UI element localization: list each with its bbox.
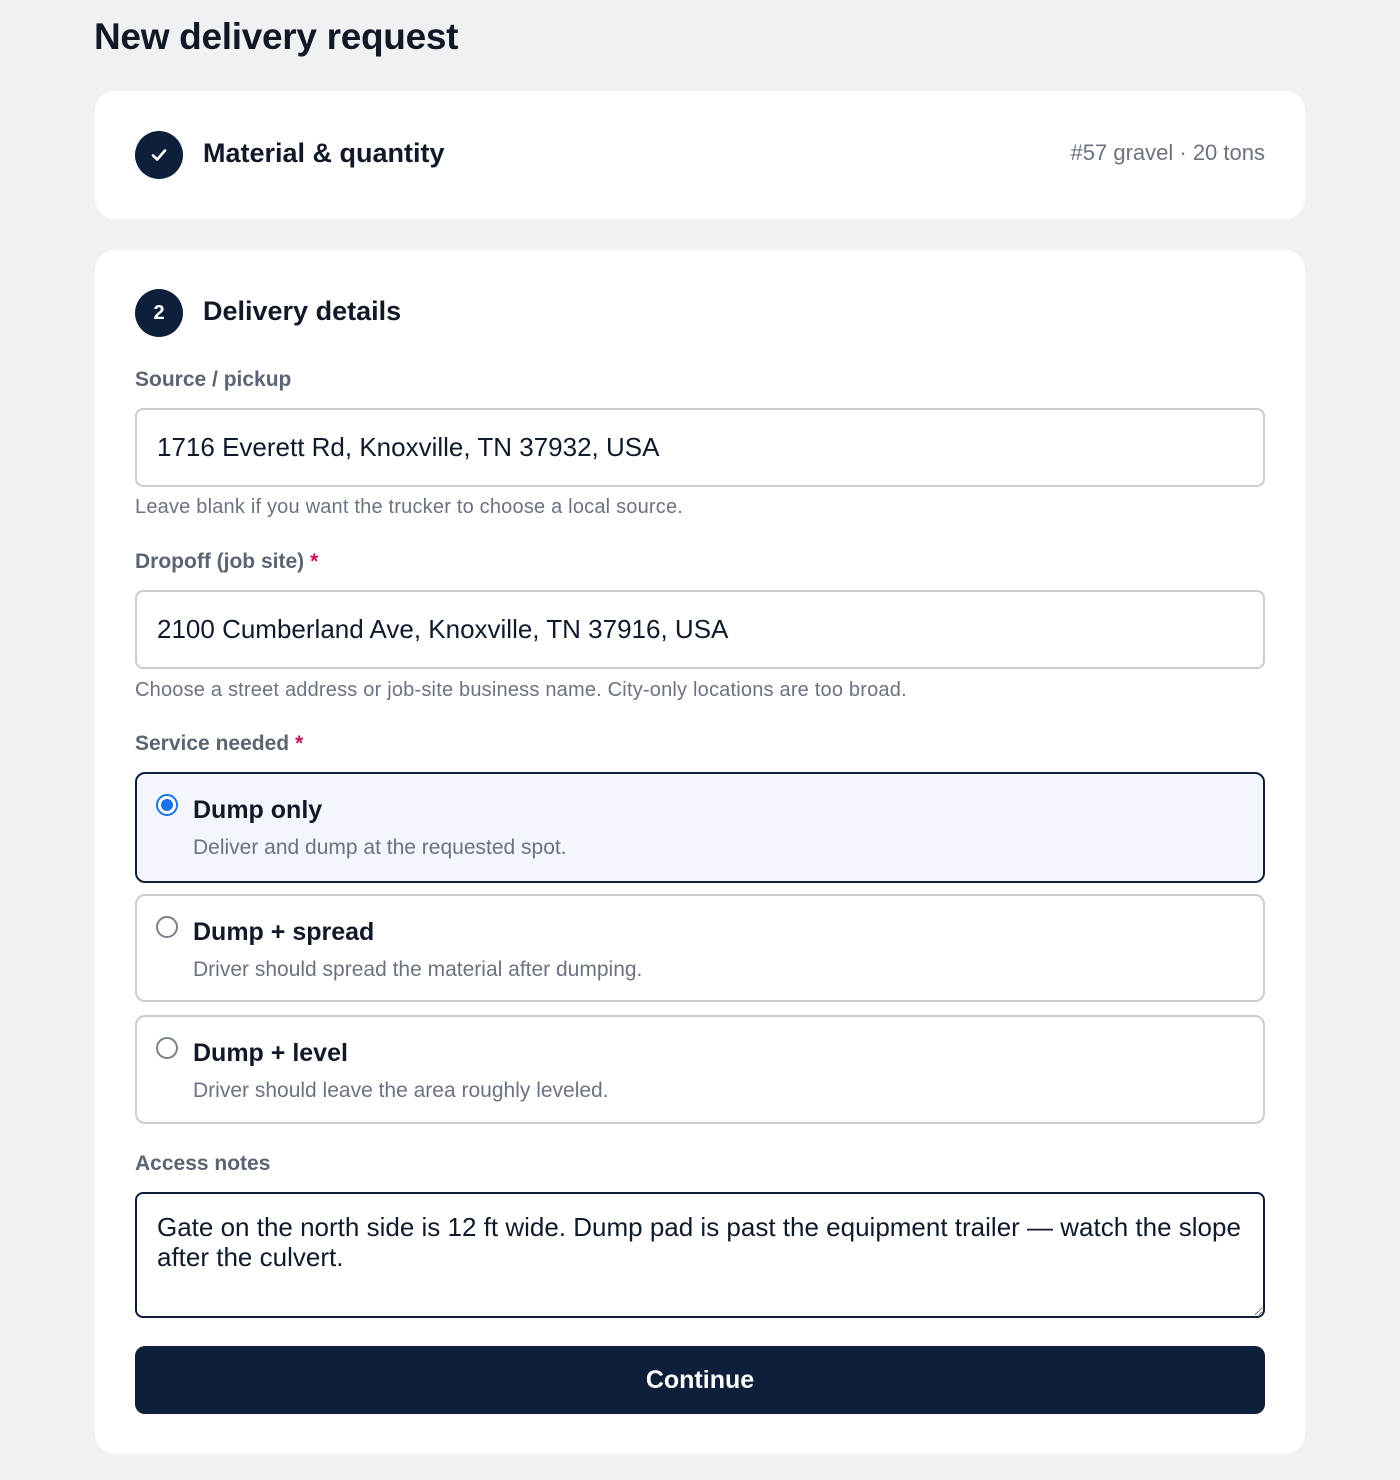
- step-number-badge: 2: [135, 289, 183, 337]
- continue-button[interactable]: Continue: [135, 1346, 1265, 1414]
- required-marker: *: [295, 732, 304, 755]
- service-option-dump-level[interactable]: [135, 1015, 1265, 1124]
- step-2-title: Delivery details: [203, 296, 402, 326]
- page-title: New delivery request: [94, 16, 459, 57]
- radio-button[interactable]: [156, 1037, 178, 1059]
- option-title: Dump + level: [193, 1039, 348, 1067]
- radio-button-checked[interactable]: [156, 794, 178, 816]
- service-option-dump-spread[interactable]: [135, 894, 1265, 1002]
- option-description: Deliver and dump at the requested spot.: [193, 836, 567, 859]
- dropoff-input[interactable]: [135, 590, 1265, 669]
- step-1-title: Material & quantity: [203, 138, 445, 168]
- access-notes-label: Access notes: [135, 1152, 271, 1175]
- checkmark-icon: [135, 131, 183, 179]
- step-1-summary: #57 gravel · 20 tons: [1070, 140, 1265, 165]
- source-helper-text: Leave blank if you want the trucker to choose a local source.: [135, 496, 684, 518]
- option-title: Dump + spread: [193, 918, 375, 946]
- source-input[interactable]: [135, 408, 1265, 487]
- service-label-text: Service needed: [135, 732, 290, 755]
- step-material-quantity-card[interactable]: [95, 91, 1305, 219]
- source-label: Source / pickup: [135, 368, 292, 391]
- dropoff-label: [135, 550, 318, 574]
- service-option-dump-only[interactable]: [135, 772, 1265, 883]
- dropoff-helper-text: Choose a street address or job-site business name. City-only locations are too broad.: [135, 679, 907, 701]
- service-label: [135, 732, 303, 756]
- access-notes-textarea[interactable]: [135, 1192, 1265, 1318]
- radio-button[interactable]: [156, 916, 178, 938]
- dropoff-label-text: Dropoff (job site): [135, 550, 305, 573]
- option-title: Dump only: [193, 796, 323, 824]
- step-delivery-details-card: [95, 250, 1305, 1454]
- option-description: Driver should leave the area roughly leveled.: [193, 1079, 609, 1102]
- required-marker: *: [310, 550, 319, 573]
- option-description: Driver should spread the material after dumping.: [193, 958, 643, 981]
